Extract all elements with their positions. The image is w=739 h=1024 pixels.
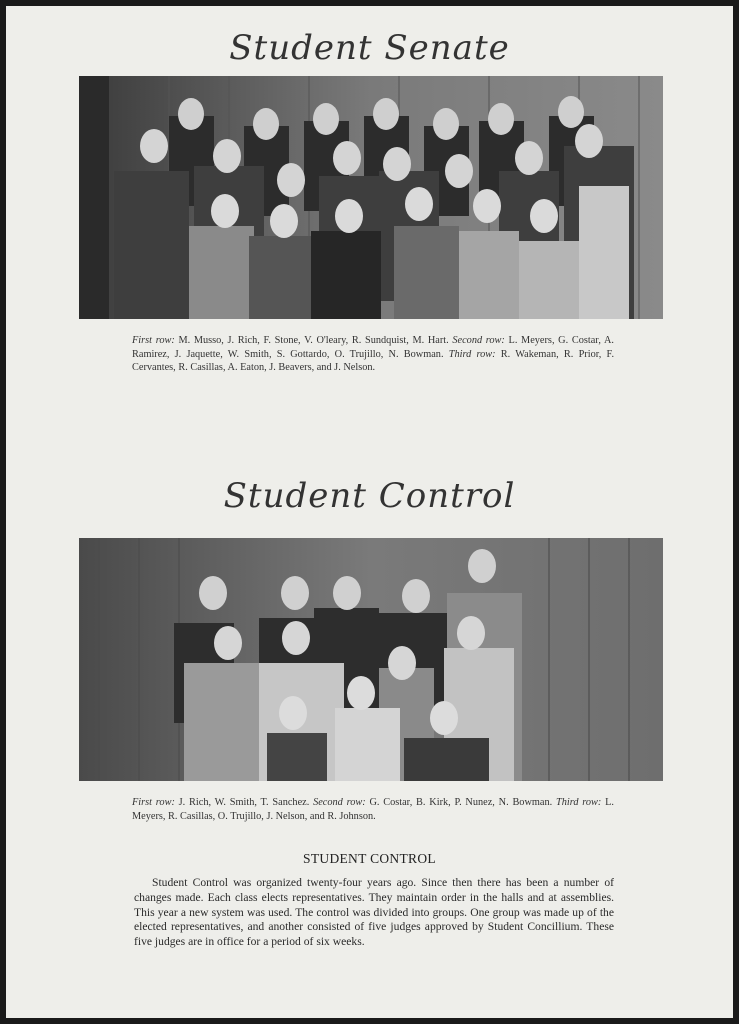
senate-caption-row2-names: L. Meyers, G. Costar, A. Ramirez, J. Jaquette, W. Smith, S. Gottardo, O. Trujillo, N. Bowman. <box>132 335 615 360</box>
control-caption-row3-label: Third row: <box>555 797 602 808</box>
control-caption <box>132 796 614 823</box>
senate-heading: Student Senate <box>229 28 510 68</box>
control-heading: Student Control <box>223 476 516 516</box>
senate-caption-row3-names: R. Wakeman, R. Prior, F. Cervantes, R. Casillas, A. Eaton, J. Beavers, and J. Nelson. <box>132 348 615 373</box>
senate-photo-image <box>79 76 663 319</box>
senate-caption-row3-label: Third row: <box>448 348 496 360</box>
control-caption-row1-label: First row: <box>132 797 175 808</box>
control-photo-image <box>79 538 663 781</box>
control-caption-row1-names: J. Rich, W. Smith, T. Sanchez. <box>178 797 310 808</box>
control-caption-row3-names: L. Meyers, R. Casillas, O. Trujillo, J. Nelson, and R. Johnson. <box>132 797 614 822</box>
control-caption-row2-names: G. Costar, B. Kirk, P. Nunez, N. Bowman. <box>369 797 553 808</box>
yearbook-page <box>6 6 733 1018</box>
senate-caption-row1-names: M. Musso, J. Rich, F. Stone, V. O'leary, R. Sundquist, M. Hart. <box>178 335 449 346</box>
article-title: STUDENT CONTROL <box>303 851 436 866</box>
senate-caption <box>132 334 614 375</box>
senate-photo <box>79 76 663 319</box>
control-caption-row2-label: Second row: <box>313 797 366 808</box>
article-body: Student Control was organized twenty-four years ago. Since then there has been a number of changes made. Each class elects representatives. They maintain order in the halls and at assemblies. This year a new system was used. The control was divided into groups. One group was made up of the elected representatives, and another consisted of five judges approved by Student Concillium. These five judges are in office for a period of six weeks. <box>134 876 614 949</box>
senate-caption-row1-label: First row: <box>132 335 175 346</box>
control-photo <box>79 538 663 781</box>
senate-caption-row2-label: Second row: <box>452 335 505 346</box>
